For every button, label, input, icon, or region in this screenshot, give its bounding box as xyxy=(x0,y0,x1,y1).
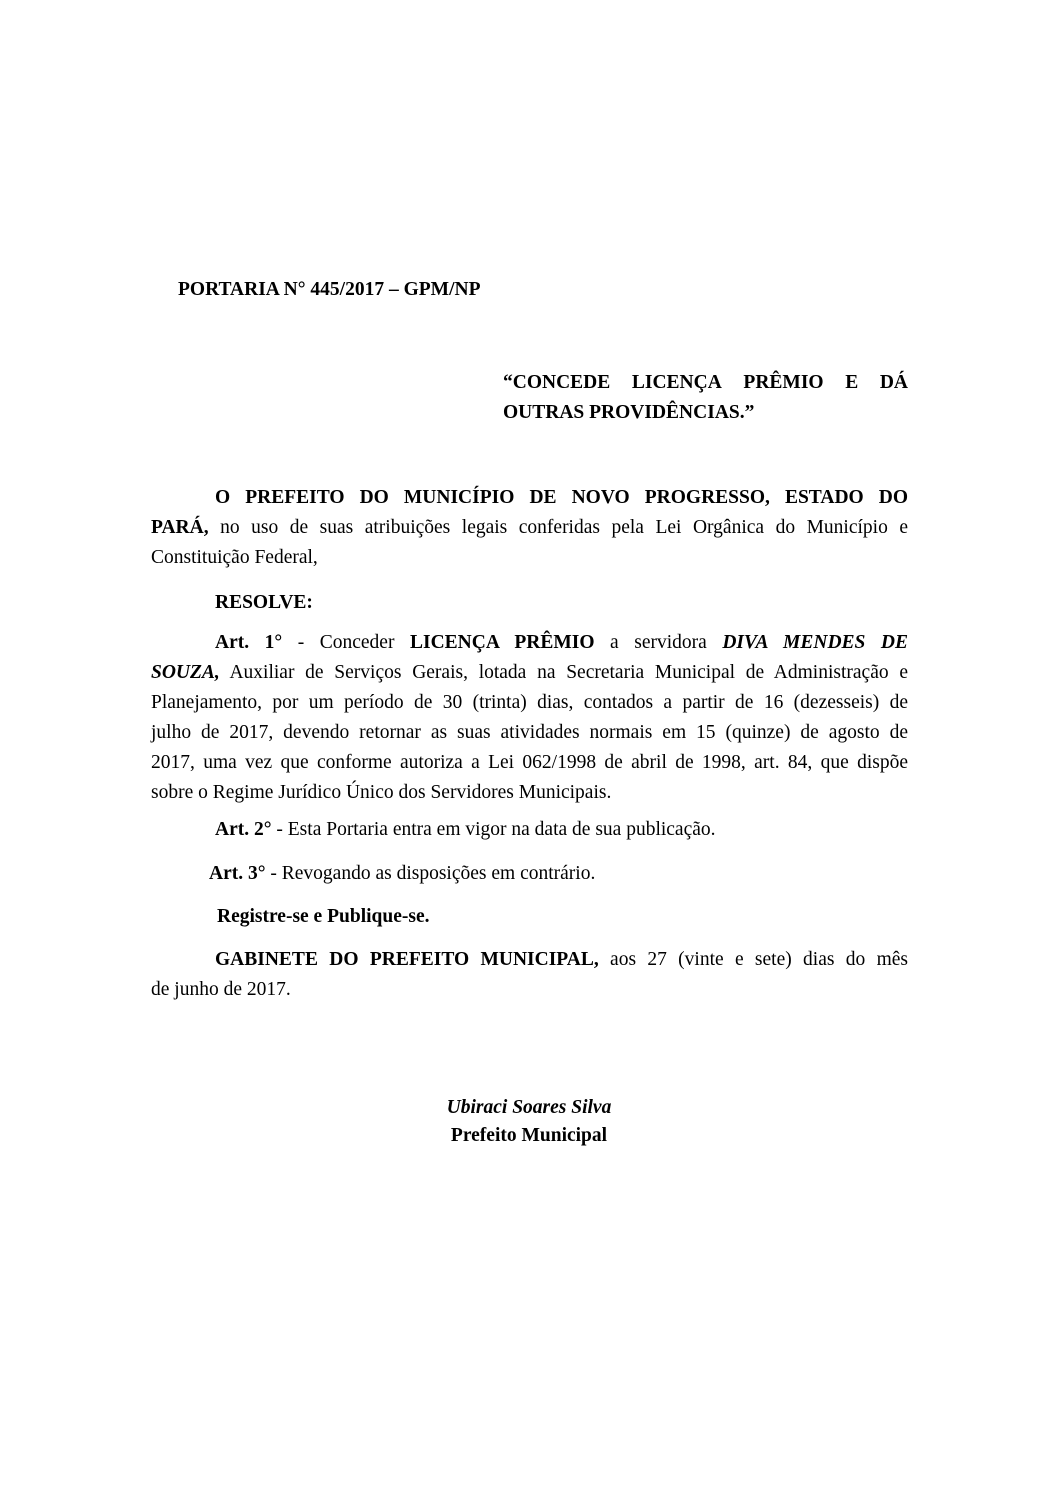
art1-employee-name: DIVA MENDES DE xyxy=(722,632,908,653)
art2-text: - Esta Portaria entra em vigor na data de sua publicação. xyxy=(271,819,716,840)
art1-line-3 xyxy=(151,688,908,718)
preamble-text: no uso de suas atribuições legais conferidas pela Lei Orgânica do Município e xyxy=(208,517,908,538)
article-3 xyxy=(209,859,595,889)
art1-label: Art. 1° xyxy=(215,632,283,653)
art1-line-1-text xyxy=(215,628,908,658)
resolve-heading: RESOLVE: xyxy=(215,592,313,613)
art1-text: a servidora xyxy=(594,632,723,653)
closing-line-2: de junho de 2017. xyxy=(151,979,291,1000)
closing-paragraph xyxy=(151,945,908,1005)
preamble-line-3: Constituição Federal, xyxy=(151,547,318,568)
art2-label: Art. 2° xyxy=(215,819,272,840)
art1-line-2 xyxy=(151,658,908,688)
preamble-line-2 xyxy=(151,513,908,543)
ementa-line-1 xyxy=(503,368,908,398)
art1-text: - Conceder xyxy=(282,632,410,653)
closing-date-text: aos 27 (vinte e sete) dias do mês xyxy=(598,949,909,970)
ementa xyxy=(503,368,908,428)
portaria-title: PORTARIA N° 445/2017 – GPM/NP xyxy=(178,279,481,300)
registre-publique: Registre-se e Publique-se. xyxy=(217,906,430,927)
ementa-word: DÁ xyxy=(879,372,908,393)
art3-label: Art. 3° xyxy=(209,863,266,884)
art1-text: Planejamento, por um período de 30 (trinta) dias, contados a partir de 16 (dezesseis) de xyxy=(151,692,908,713)
article-1 xyxy=(151,628,908,808)
preamble-line-1 xyxy=(151,483,908,513)
ementa-line-2: OUTRAS PROVIDÊNCIAS.” xyxy=(503,402,755,423)
art1-line-2-text xyxy=(151,658,908,688)
art1-line-6: sobre o Regime Jurídico Único dos Servidores Municipais. xyxy=(151,782,612,803)
art1-employee-surname: SOUZA, xyxy=(151,662,220,683)
ementa-word: LICENÇA xyxy=(631,372,722,393)
ementa-word: E xyxy=(845,372,859,393)
art1-line-1 xyxy=(151,628,908,658)
art3-text: - Revogando as disposições em contrário. xyxy=(265,863,596,884)
signature-block xyxy=(420,1094,638,1150)
art1-text: 2017, uma vez que conforme autoriza a Lei 062/1998 de abril de 1998, art. 84, que dispõe xyxy=(151,752,908,773)
art1-license-type: LICENÇA PRÊMIO xyxy=(409,632,595,653)
art1-line-5 xyxy=(151,748,908,778)
signatory-role: Prefeito Municipal xyxy=(450,1125,608,1146)
art1-line-4 xyxy=(151,718,908,748)
closing-office: GABINETE DO PREFEITO MUNICIPAL, xyxy=(215,949,599,970)
art1-text: julho de 2017, devendo retornar as suas atividades normais em 15 (quinze) de agosto de xyxy=(151,722,908,743)
article-2 xyxy=(215,815,716,845)
ementa-word: PRÊMIO xyxy=(743,372,824,393)
art1-text: Auxiliar de Serviços Gerais, lotada na Secretaria Municipal de Administração e xyxy=(219,662,908,683)
preamble-state: PARÁ, xyxy=(151,517,209,538)
ementa-word: “CONCEDE xyxy=(503,372,611,393)
closing-line-1-text xyxy=(215,945,908,975)
preamble-paragraph xyxy=(151,483,908,573)
closing-line-1 xyxy=(151,945,908,975)
signatory-name: Ubiraci Soares Silva xyxy=(446,1097,612,1118)
preamble-line-2-text xyxy=(151,513,908,543)
preamble-heading: O PREFEITO DO MUNICÍPIO DE NOVO PROGRESSO, ESTADO DO xyxy=(215,487,908,508)
